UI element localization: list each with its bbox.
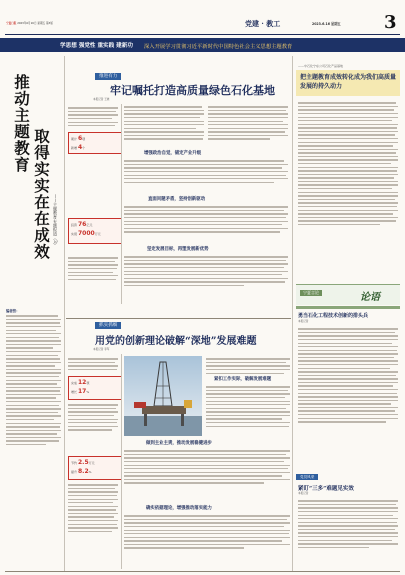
- stat-unit: 亿元: [86, 223, 93, 227]
- article2-stat-text-2: [68, 482, 120, 534]
- article2-body-block-3: [124, 513, 290, 551]
- masthead: [0, 0, 405, 38]
- stat-number: 8.2: [77, 468, 89, 475]
- article1-body-right: [208, 104, 288, 142]
- stat-number: 6: [77, 135, 83, 142]
- editor-note-body: [6, 315, 62, 445]
- stat-unit: 项: [86, 381, 90, 385]
- stat-prefix: 提升: [71, 470, 78, 474]
- left-column-divider: [64, 56, 65, 571]
- article1-body-block-2: [124, 158, 288, 185]
- article1-subhead-3: 坚定发展目标，再塑发展新优势: [147, 247, 209, 252]
- stat-box-2: [68, 218, 122, 244]
- stat-box-3: [68, 376, 122, 400]
- article1-stat-text: [68, 255, 120, 282]
- column-box-script: 论语: [360, 292, 380, 303]
- stat-prefix: 节约: [71, 461, 78, 465]
- right-column-divider: [292, 56, 293, 571]
- issue-info: 2023年6月16日 星期五 第3版: [17, 22, 53, 25]
- sidebar3-tag: 党员风采: [296, 474, 318, 480]
- stat-number: 7000: [77, 230, 95, 237]
- article1-subhead-1: 增强政治自觉，锚定产业升级: [144, 151, 202, 156]
- stat-unit: 万元: [88, 461, 95, 465]
- article1-byline: 本报记者 王晓: [93, 98, 110, 101]
- sidebar2-tag-line: [296, 306, 400, 309]
- stat-prefix: 实现: [71, 232, 78, 236]
- article1-body-block-4: [124, 254, 288, 288]
- stat-unit: %: [88, 470, 92, 474]
- stat-number: 4: [77, 144, 83, 151]
- left-title-column: [4, 56, 64, 306]
- article1-inner-divider: [121, 104, 122, 304]
- masthead-date: 2023.6.16 星期五: [312, 22, 341, 26]
- article2-subhead-1: 紧扣工作实际，破解发展难题: [214, 377, 272, 382]
- stat-unit: %: [86, 390, 90, 394]
- stat-prefix: 新增: [71, 146, 78, 150]
- article1-stat-column: [68, 105, 120, 237]
- section-name: 党建 · 教工: [245, 19, 281, 28]
- stat-prefix: 累计: [71, 137, 78, 141]
- stat-number: 17: [77, 388, 87, 395]
- banner-slogan-right: 深入开展学习贯彻习近平新时代中国特色社会主义思想主题教育: [144, 43, 293, 50]
- article2-subhead-2: 做到主业主责，推动发展稳健进步: [146, 441, 212, 446]
- article1-subhead-2: 直面问题矛盾，坚持创新驱动: [148, 197, 206, 202]
- masthead-left-info: [6, 22, 131, 25]
- stat-number: 2.5: [77, 459, 89, 466]
- page-bottom-rule: [5, 571, 400, 572]
- stat-prefix: 完成: [71, 381, 78, 385]
- stat-prefix: 增长: [71, 390, 78, 394]
- stat-unit: 项: [82, 137, 86, 141]
- article1-body-left: [124, 104, 204, 142]
- stat-box-1: [68, 132, 122, 154]
- article2-byline: 本报记者 李军: [93, 348, 110, 351]
- article2-body-right-mid: [206, 384, 290, 429]
- article1-title: 牢记嘱托打造高质量绿色石化基地: [110, 84, 275, 97]
- page-number: 3: [384, 12, 397, 33]
- article2-body-right-top: [206, 356, 290, 376]
- article2-stat-text-1: [68, 402, 120, 433]
- stat-number: 12: [77, 379, 87, 386]
- stat-number: 76: [77, 221, 87, 228]
- banner: [0, 38, 405, 52]
- stat-unit: 个: [82, 146, 86, 150]
- tag-top: 推进有力: [95, 73, 121, 80]
- masthead-rule: [5, 34, 400, 35]
- sidebar2-body: [298, 326, 398, 425]
- sidebar2-byline: 本报记者: [298, 320, 309, 323]
- banner-slogan-left: 学思想 强党性 重实践 建新功: [60, 43, 133, 49]
- sidebar3-title: 紧盯“三多”难题见实效: [298, 486, 354, 492]
- article2-inner-divider: [121, 354, 122, 569]
- paper-name: 宁夏日报: [6, 22, 17, 25]
- tag-middle: 抓实抓细: [95, 322, 121, 329]
- sidebar1-highlight: [296, 70, 400, 96]
- main-title-subtitle: ——主题教育专题报道（3）: [53, 194, 58, 247]
- main-title-part-1: 推动主题教育: [12, 74, 31, 173]
- sidebar1-body: [298, 100, 398, 227]
- article1-body-block-3: [124, 204, 288, 235]
- sidebar2-title: 勇当石化工程技术创新的排头兵: [298, 313, 369, 319]
- sidebar3-body: [298, 498, 398, 550]
- column-box: [296, 284, 400, 305]
- article2-title: 用党的创新理论破解“深地”发展难题: [95, 336, 257, 347]
- article-separator: [66, 318, 291, 319]
- article2-subhead-3: 确实依据理论，增强推动落实能力: [146, 506, 212, 511]
- main-title-part-2: 取得实实在在成效: [32, 128, 51, 260]
- column-box-name: 宁夏言论: [300, 290, 322, 296]
- platform-illustration: [124, 356, 202, 436]
- stat-prefix: 投资: [71, 223, 78, 227]
- editor-note: [6, 308, 62, 448]
- drilling-platform-photo: [124, 356, 202, 436]
- stat-box-4: [68, 456, 122, 480]
- editor-note-label: 编者按：: [6, 309, 20, 313]
- sidebar1-callout: ——中石化宁东公司石化产品基地: [298, 64, 344, 68]
- article2-stat-column: [68, 356, 120, 475]
- article2-body-block-2: [124, 448, 290, 486]
- sidebar1-highlight-title: 把主题教育成效转化成为我们高质量发展的持久动力: [300, 74, 397, 90]
- stat-unit: 万元: [94, 232, 101, 236]
- sidebar3-byline: 本报记者: [298, 492, 309, 495]
